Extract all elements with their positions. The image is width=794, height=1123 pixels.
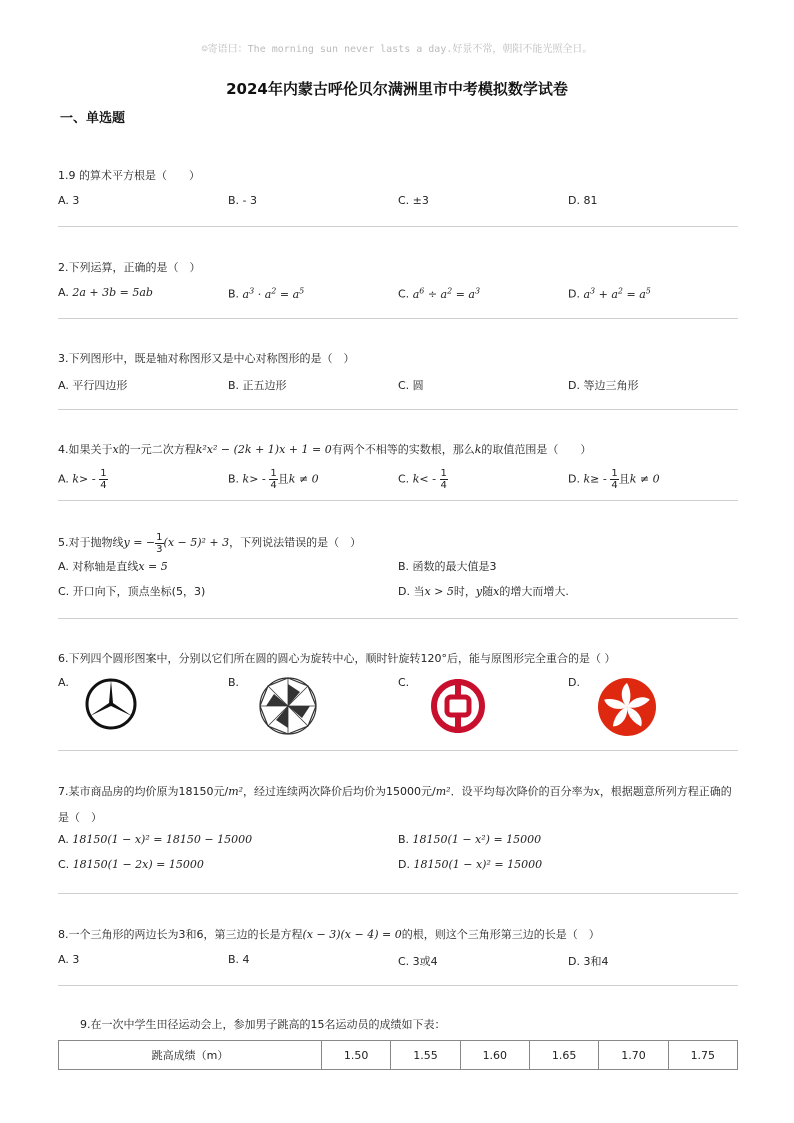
divider — [58, 893, 738, 894]
option-a[interactable]: A. 3 — [58, 194, 80, 207]
option-d[interactable]: D. 3和4 — [568, 955, 609, 968]
divider — [58, 318, 738, 319]
question-6 — [58, 651, 738, 746]
option-a[interactable]: A. 2a + 3b = 5ab — [58, 286, 153, 299]
section-heading: 一、单选题 — [60, 111, 126, 126]
question-5 — [58, 530, 738, 601]
question-stem: 2.下列运算，正确的是（ ） — [58, 261, 201, 274]
question-stem: 3.下列图形中，既是轴对称图形又是中心对称图形的是（ ） — [58, 352, 355, 365]
table-cell: 1.70 — [599, 1041, 668, 1070]
divider — [58, 500, 738, 501]
option-b[interactable]: B. — [228, 676, 240, 689]
option-c[interactable]: C. 3或4 — [398, 955, 438, 968]
three-pointed-star-icon — [83, 676, 139, 735]
pinwheel-icon — [258, 676, 318, 739]
option-d[interactable]: D. — [568, 676, 580, 689]
question-4 — [58, 442, 738, 492]
question-9 — [80, 1017, 760, 1033]
bank-of-china-logo-icon — [428, 676, 488, 739]
option-a[interactable]: A. 平行四边形 — [58, 379, 128, 392]
divider — [58, 985, 738, 986]
page-title: 2024年内蒙古呼伦贝尔满洲里市中考模拟数学试卷 — [226, 80, 568, 98]
question-7 — [58, 784, 738, 876]
option-a[interactable]: A. — [58, 676, 69, 689]
table-row — [59, 1041, 738, 1070]
option-b[interactable]: B. - 3 — [228, 194, 258, 207]
option-d[interactable]: D. k≥ - $\frac{1}{4}$ 且k ≠ 0 — [568, 468, 660, 491]
option-c[interactable]: C. k< - $\frac{1}{4}$ — [398, 468, 447, 491]
question-stem: 9.在一次中学生田径运动会上，参加男子跳高的15名运动员的成绩如下表： — [80, 1018, 446, 1031]
option-c[interactable]: C. 18150(1 − 2x) = 15000 — [58, 858, 204, 871]
divider — [58, 409, 738, 410]
option-b[interactable]: B. 正五边形 — [228, 379, 287, 392]
option-c[interactable]: C. $a^6 \div a^2 = a^3$ — [398, 286, 481, 301]
table-cell: 1.55 — [391, 1041, 460, 1070]
question-8 — [58, 927, 738, 971]
table-cell: 1.75 — [668, 1041, 737, 1070]
question-stem: 7.某市商品房的均价原为18150元/m²，经过连续两次降价后均价为15000元/m²．设平均每次降价的百分率为x，根据题意所列方程正确的 — [58, 785, 732, 798]
option-b[interactable]: B. k> - $\frac{1}{4}$ 且k ≠ 0 — [228, 468, 319, 491]
option-a[interactable]: A. 18150(1 − x)² = 18150 − 15000 — [58, 833, 253, 846]
question-stem: 6.下列四个圆形图案中，分别以它们所在圆的圆心为旋转中心，顺时针旋转120°后，能与原图形完全重合的是（ ） — [58, 652, 616, 665]
question-1 — [58, 168, 738, 212]
option-a[interactable]: A. k> - $\frac{1}{4}$ — [58, 468, 107, 491]
question-stem-line-2: 是（ ） — [58, 811, 102, 824]
question-stem: 1.9 的算术平方根是（ ） — [58, 169, 200, 182]
option-a[interactable]: A. 3 — [58, 953, 80, 966]
divider — [58, 226, 738, 227]
scores-table — [58, 1040, 738, 1070]
question-stem: 5.对于抛物线y = − $\frac{1}{3}$ (x − 5)² + 3，下列说法错误的是（ ） — [58, 531, 362, 555]
option-b[interactable]: B. 函数的最大值是3 — [398, 560, 497, 573]
bauhinia-flower-icon — [596, 676, 658, 741]
question-3 — [58, 351, 738, 395]
option-d[interactable]: D. 81 — [568, 194, 598, 207]
table-cell: 1.50 — [322, 1041, 391, 1070]
option-c[interactable]: C. — [398, 676, 410, 689]
question-stem: 8.一个三角形的两边长为3和6，第三边的长是方程(x − 3)(x − 4) = 0的根，则这个三角形第三边的长是（ ） — [58, 928, 600, 941]
table-cell: 1.65 — [529, 1041, 598, 1070]
option-c[interactable]: C. 开口向下，顶点坐标(5，3) — [58, 585, 206, 598]
table-header-cell: 跳高成绩（m） — [59, 1041, 322, 1070]
option-c[interactable]: C. ±3 — [398, 194, 429, 207]
option-b[interactable]: B. 18150(1 − x²) = 15000 — [398, 833, 542, 846]
option-c[interactable]: C. 圆 — [398, 379, 424, 392]
option-d[interactable]: D. 当x > 5时，y随x的增大而增大. — [398, 585, 569, 598]
option-d[interactable]: D. $a^3 + a^2 = a^5$ — [568, 286, 651, 301]
divider — [58, 750, 738, 751]
option-b[interactable]: B. 4 — [228, 953, 250, 966]
question-stem: 4.如果关于x的一元二次方程k²x² − (2k + 1)x + 1 = 0有两个不相等的实数根，那么k的取值范围是（ ） — [58, 443, 592, 456]
divider — [58, 618, 738, 619]
option-a[interactable]: A. 对称轴是直线x = 5 — [58, 560, 168, 573]
option-d[interactable]: D. 等边三角形 — [568, 379, 639, 392]
option-d[interactable]: D. 18150(1 − x)² = 15000 — [398, 858, 543, 871]
table-cell: 1.60 — [460, 1041, 529, 1070]
question-2 — [58, 260, 738, 304]
motto-watermark: ☺寄语曰：The morning sun never lasts a day.好景不常，朝阳不能光照全日。 — [201, 44, 593, 55]
option-b[interactable]: B. $a^3 \cdot a^2 = a^5$ — [228, 286, 305, 301]
